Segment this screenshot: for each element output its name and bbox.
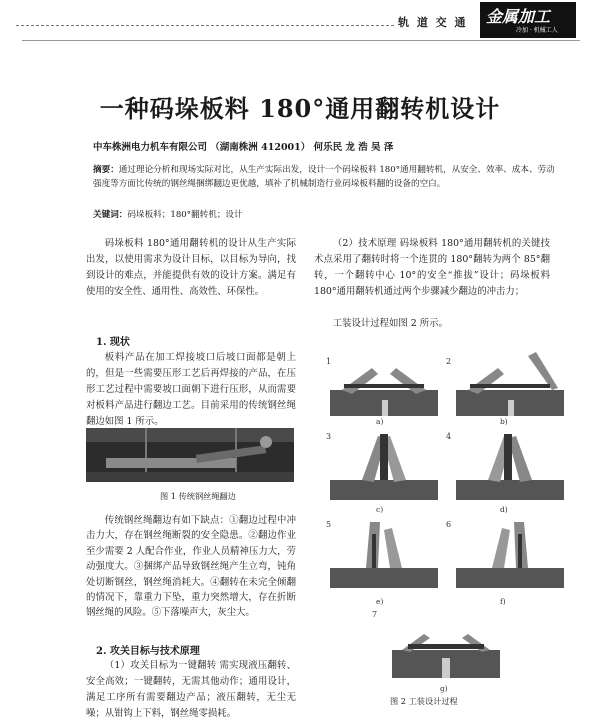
figure-1-caption: 图 1 传统钢丝绳翻边 [160,491,236,501]
abstract-text: 通过理论分析和现场实际对比，从生产实际出发，设计一个码垛板料 180°通用翻转机，从安全、效率、成本、劳动强度等方面比传统的钢丝绳捆绑翻边更优越，填补了机械制造行业码垛板料翻的设备的空白。 [93,165,555,189]
panel-label-f: f) [500,597,506,606]
intro-paragraph: 码垛板料 180°通用翻转机的设计从生产实际出发，以使用需求为设计目标，以目标为导向，找到设计的难点，并能提供有效的设计方案。满足有使用的安全性、通用性、高效性、环保性。 [86,238,296,297]
panel-b-drawing [448,348,572,428]
journal-section-name: 轨 道 交 通 [398,16,468,29]
panel-label-b: b) [500,417,508,426]
logo-main-text: 金属加工 [486,7,551,26]
abstract [93,163,559,191]
panel-a-drawing [322,348,446,428]
journal-logo [480,2,576,38]
figure-2-caption: 图 2 工装设计过程 [390,696,458,706]
figure-2-intro: 工装设计过程如图 2 所示。 [332,318,448,329]
keywords [93,208,243,220]
panel-f-drawing [448,516,572,596]
panel-label-c: c) [376,505,384,514]
panel-e-drawing [322,516,446,596]
panel-label-g: g) [440,684,448,693]
panel-number-4: 4 [446,432,452,441]
abstract-label: 摘要： [93,165,119,175]
panel-g-drawing [384,606,508,686]
section-1-heading: 1. 现状 [96,337,130,348]
panel-number-3: 3 [326,432,332,441]
panel-c-drawing [322,428,446,508]
panel-number-7: 7 [372,610,378,619]
panel-number-1: 1 [326,357,332,366]
keywords-label: 关键词： [93,210,128,220]
panel-number-2: 2 [446,357,452,366]
section-1-drawbacks: 传统钢丝绳翻边有如下缺点：①翻边过程中冲击力大，存在钢丝绳断裂的安全隐患。②翻边作业至少需要 2 人配合作业，作业人员精神压力大，劳动强度大。③捆绑产品导致钢丝绳产生立弯，钝角处切断钢丝，钢丝绳消耗大。④翻转在未完全倾翻的情况下，靠重力下坠，重力突然增大，存在折断钢丝绳的风险。⑤下落噪声大，灰尘大。 [86,515,296,619]
panel-number-6: 6 [446,520,452,529]
section-2-heading: 2. 攻关目标与技术原理 [96,646,200,657]
article-title: 一种码垛板料 180°通用翻转机设计 [99,94,501,123]
panel-label-e: e) [376,597,384,606]
technical-principle-paragraph: （2）技术原理 码垛板料 180°通用翻转机的关键技术点采用了翻转时将一个连贯的 180°翻转为两个 85°翻转，一个翻转中心 10°的安全“推拔”设计；码垛板料 180°通用翻转机通过两个步骤减少翻边的冲击力； [314,238,550,297]
header-rule [22,40,580,41]
section-2-paragraph: （1）攻关目标为一键翻转 需实现液压翻转、安全高效；一键翻转，无需其他动作；通用设计，满足工序所有需要翻边产品；液压翻转，无尘无噪；从钳钩上下料，钢丝绳零损耗。 [86,660,296,719]
header-dashed-rule [16,25,394,26]
panel-d-drawing [448,428,572,508]
figure-1-photo-art [86,428,294,482]
keywords-text: 码垛板料；180°翻转机；设计 [127,210,243,220]
logo-sub-text: 冷加 · 机械工人 [516,27,558,34]
author-line: 中车株洲电力机车有限公司 （湖南株洲 412001） 何乐民 龙 浩 吴 泽 [93,142,394,153]
panel-number-5: 5 [326,520,332,529]
panel-label-a: a) [376,417,384,426]
panel-label-d: d) [500,505,508,514]
figure-1-photo [86,428,294,482]
section-1-paragraph: 板料产品在加工焊接坡口后坡口面都是朝上的，但是一些需要压形工艺后再焊接的产品，在压形工艺过程中需要坡口面朝下进行压形，从而需要对板料产品进行翻边工艺。目前采用的传统钢丝绳翻边如图 1 所示。 [86,352,296,427]
